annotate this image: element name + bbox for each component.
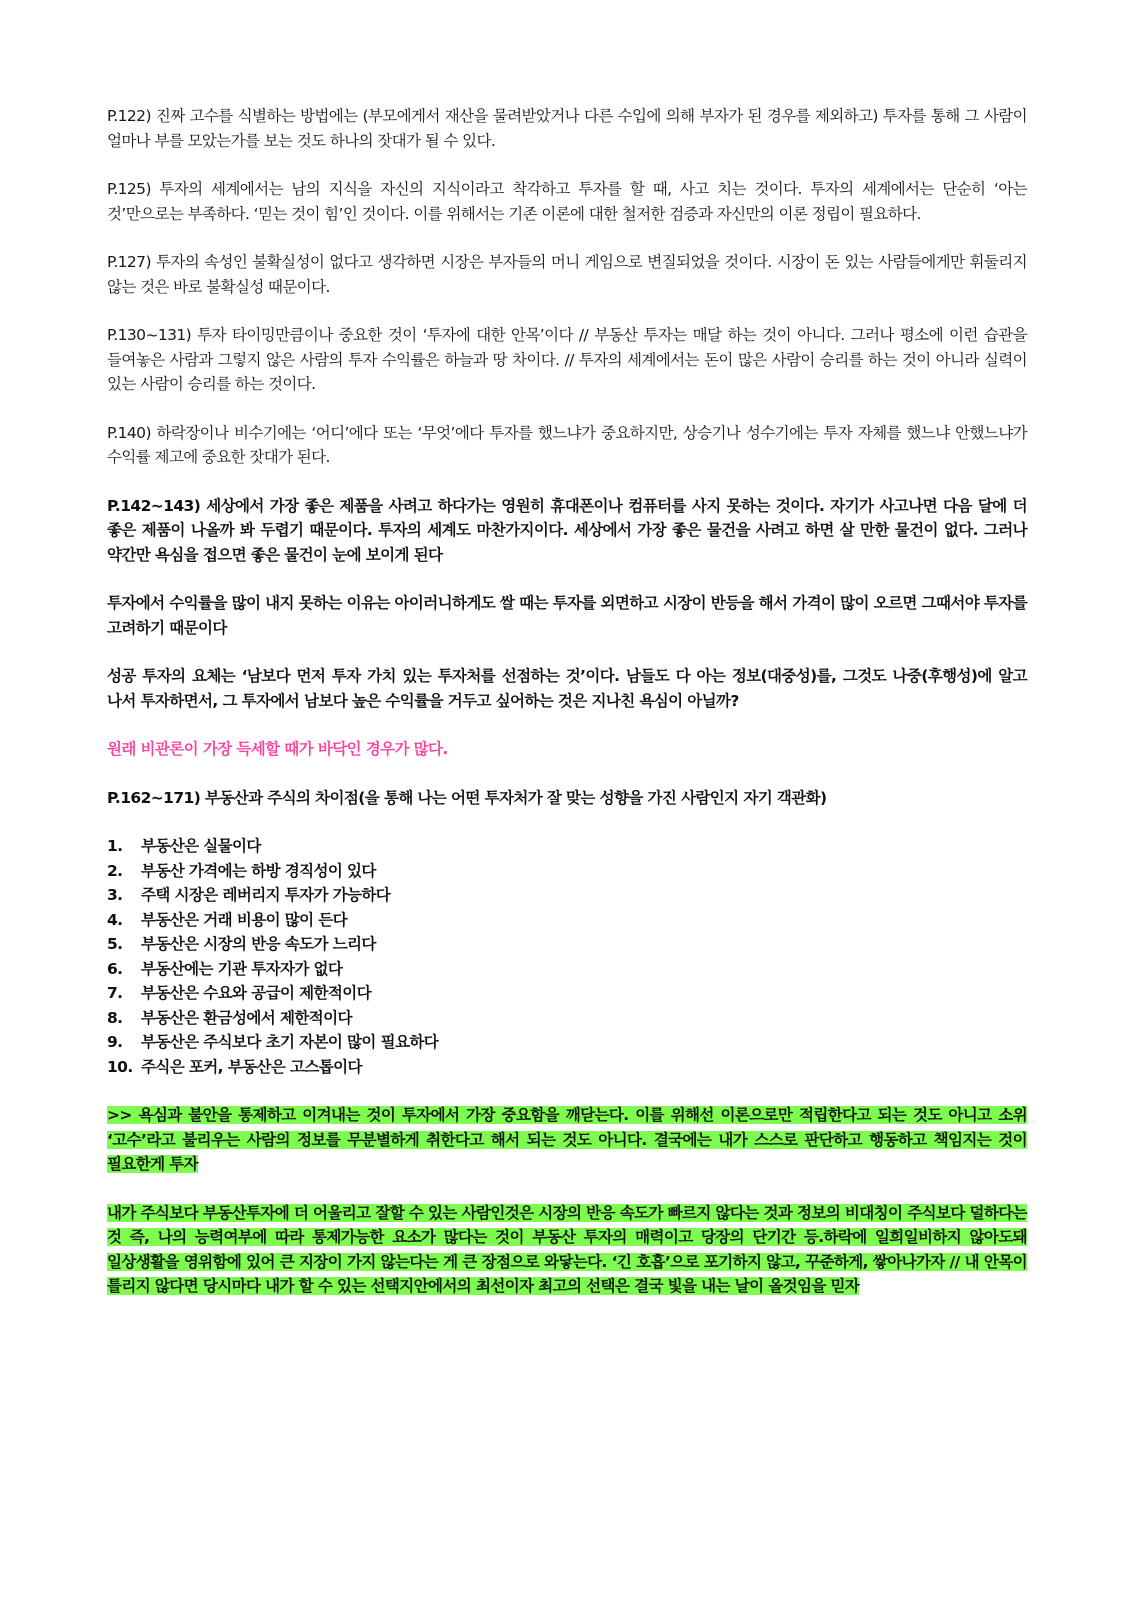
- note-p140: P.140) 하락장이나 비수기에는 ‘어디’에다 또는 ‘무엇’에다 투자를 했느냐가 중요하지만, 상승기나 성수기에는 투자 자체를 했느냐 안했느냐가 수익률 제고에 중요한 잣대가 된다.: [107, 423, 1027, 466]
- list-number: 3.: [107, 886, 123, 904]
- list-item: [107, 834, 1027, 859]
- list-item: [107, 957, 1027, 982]
- note-p122: P.122) 진짜 고수를 식별하는 방법에는 (부모에게서 재산을 물려받았거나 다른 수입에 의해 부자가 된 경우를 제외하고) 투자를 통해 그 사람이 얼마나 부를 모았는가를 보는 것도 하나의 잣대가 될 수 있다.: [107, 107, 1027, 150]
- list-text: 부동산은 시장의 반응 속도가 느리다: [141, 935, 376, 953]
- note-success-essence: 성공 투자의 요체는 ‘남보다 먼저 투자 가치 있는 투자처를 선점하는 것’이다. 남들도 다 아는 정보(대중성)를, 그것도 나중(후행성)에 알고 나서 투자하면서, 그 투자에서 남보다 높은 수익률을 거두고 싶어하는 것은 지나친 욕심이 아닐까?: [107, 667, 1027, 710]
- note-p125: P.125) 투자의 세계에서는 남의 지식을 자신의 지식이라고 착각하고 투자를 할 때, 사고 치는 것이다. 투자의 세계에서는 단순히 ‘아는 것’만으로는 부족하다. ‘믿는 것이 힘’인 것이다. 이를 위해서는 기존 이론에 대한 철저한 검증과 자신만의 이론 정립이 필요하다.: [107, 180, 1027, 223]
- note-return-reason: 투자에서 수익률을 많이 내지 못하는 이유는 아이러니하게도 쌀 때는 투자를 외면하고 시장이 반등을 해서 가격이 많이 오르면 그때서야 투자를 고려하기 때문이다: [107, 594, 1027, 637]
- list-text: 부동산은 주식보다 초기 자본이 많이 필요하다: [141, 1033, 439, 1051]
- list-number: 2.: [107, 861, 123, 880]
- list-item: [107, 859, 1027, 884]
- list-number: 6.: [107, 959, 123, 978]
- list-number: 1.: [107, 837, 123, 855]
- note-p142-143: P.142~143) 세상에서 가장 좋은 제품을 사려고 하다가는 영원히 휴대폰이나 컴퓨터를 사지 못하는 것이다. 자기가 사고나면 다음 달에 더 좋은 제품이 나올까 봐 두렵기 때문이다. 투자의 세계도 마찬가지이다. 세상에서 가장 좋은 물건을 사려고 하면 살 만한 물건이 없다. 그러나 약간만 욕심을 접으면 좋은 물건이 눈에 보이게 된다: [107, 496, 1027, 564]
- list-item: [107, 908, 1027, 933]
- list-item: [107, 932, 1027, 957]
- list-item: [107, 1055, 1027, 1080]
- list-item: [107, 883, 1027, 908]
- highlighted-text: 내가 주식보다 부동산투자에 더 어울리고 잘할 수 있는 사람인것은 시장의 반응 속도가 빠르지 않다는 것과 정보의 비대칭이 주식보다 덜하다는 것 즉, 나의 능력여부에 따라 통제가능한 요소가 많다는 것이 부동산 투자의 매력이고 당장의 단기간 등.하락에 일희일비하지 않아도돼 일상생활을 영위함에 있어 큰 지장이 가지 않는다는 게 큰 장점으로 와닿는다. ‘긴 호흡’으로 포기하지 않고, 꾸준하게, 쌓아나가자 // 내 안목이 틀리지 않다면 당시마다 내가 할 수 있는 선택지안에서의 최선이자 최고의 선택은 결국 빛을 내는 날이 올것임을 믿자: [107, 1203, 1027, 1295]
- list-item: [107, 1030, 1027, 1055]
- list-text: 부동산에는 기관 투자자가 없다: [141, 959, 343, 978]
- section-heading: P.162~171) 부동산과 주식의 차이점(을 통해 나는 어떤 투자처가 잘 맞는 성향을 가진 사람인지 자기 객관화): [107, 788, 827, 807]
- list-text: 부동산은 거래 비용이 많이 든다: [141, 910, 348, 929]
- list-item: [107, 981, 1027, 1006]
- document-page: [107, 104, 1027, 1323]
- highlight-reflection-1: [107, 1103, 1027, 1177]
- list-text: 부동산은 환금성에서 제한적이다: [141, 1008, 352, 1027]
- list-number: 9.: [107, 1033, 123, 1051]
- list-text: 주식은 포커, 부동산은 고스톱이다: [141, 1057, 362, 1076]
- highlighted-text: >> 욕심과 불안을 통제하고 이겨내는 것이 투자에서 가장 중요함을 깨닫는다. 이를 위해선 이론으로만 적립한다고 되는 것도 아니고 소위 ‘고수’라고 불리우는 사람의 정보를 무분별하게 취한다고 해서 되는 것도 아니다. 결국에는 내가 스스로 판단하고 행동하고 책임지는 것이 필요한게 투자: [107, 1106, 1027, 1173]
- list-number: 4.: [107, 910, 123, 929]
- note-p130-131: P.130~131) 투자 타이밍만큼이나 중요한 것이 ‘투자에 대한 안목’이다 // 부동산 투자는 매달 하는 것이 아니다. 그러나 평소에 이런 습관을 들여놓은 사람과 그렇지 않은 사람의 투자 수익률은 하늘과 땅 차이다. // 투자의 세계에서는 돈이 많은 사람이 승리를 하는 것이 아니라 실력이 있는 사람이 승리를 하는 것이다.: [107, 326, 1027, 393]
- list-text: 부동산 가격에는 하방 경직성이 있다: [141, 861, 376, 880]
- list-number: 5.: [107, 935, 123, 953]
- list-number: 7.: [107, 984, 123, 1002]
- note-p127: P.127) 투자의 속성인 불확실성이 없다고 생각하면 시장은 부자들의 머니 게임으로 변질되었을 것이다. 시장이 돈 있는 사람들에게만 휘둘리지 않는 것은 바로 불확실성 때문이다.: [107, 253, 1027, 296]
- list-text: 부동산은 실물이다: [141, 837, 261, 855]
- difference-list: [107, 834, 1027, 1079]
- pink-note: 원래 비관론이 가장 득세할 때가 바닥인 경우가 많다.: [107, 740, 448, 758]
- list-number: 10.: [107, 1057, 133, 1076]
- highlight-reflection-2: [107, 1201, 1027, 1299]
- list-item: [107, 1006, 1027, 1031]
- list-text: 주택 시장은 레버리지 투자가 가능하다: [141, 886, 391, 904]
- list-number: 8.: [107, 1008, 123, 1027]
- list-text: 부동산은 수요와 공급이 제한적이다: [141, 984, 371, 1002]
